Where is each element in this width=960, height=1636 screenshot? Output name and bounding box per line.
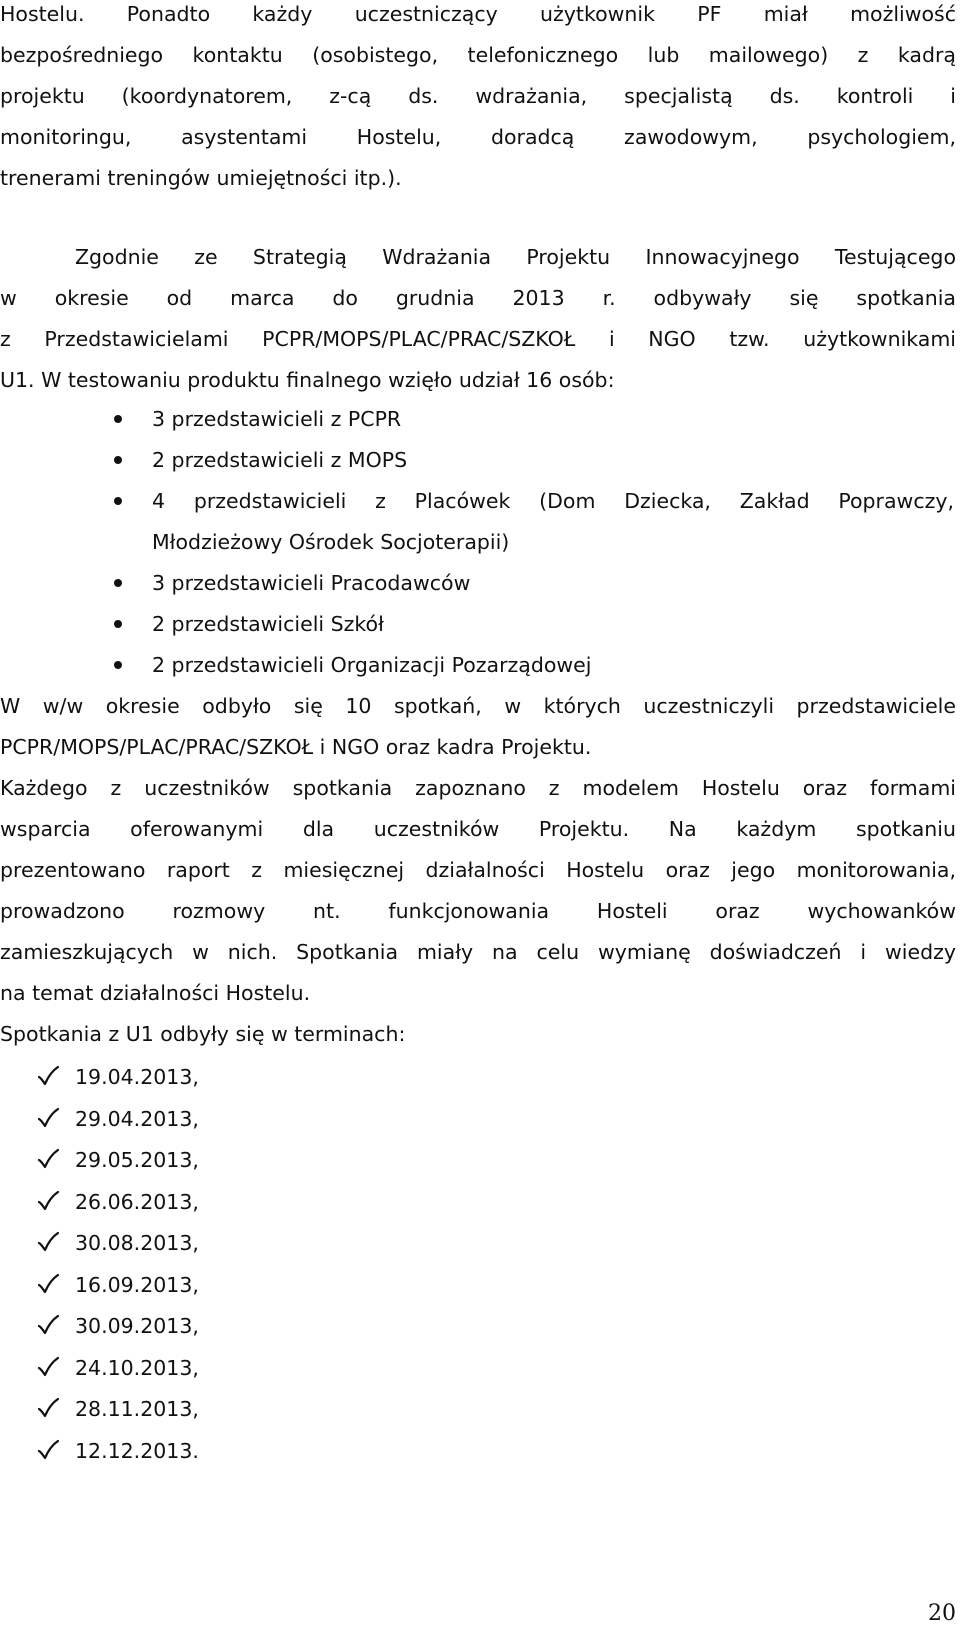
intro-line-5: trenerami treningów umiejętności itp.). [0,166,402,190]
meetings-line-8: na temat działalności Hostelu. [0,981,311,1005]
strategy-line-2: w okresie od marca do grudnia 2013 r. odbywały się spotkania [0,286,956,310]
meetings-line-3: Każdego z uczestników spotkania zapoznano z modelem Hostelu oraz formami [0,776,956,800]
meeting-date: 29.04.2013, [75,1107,199,1131]
bullet-dot [114,415,122,423]
meetings-line-4: wsparcia oferowanymi dla uczestników Projektu. Na każdym spotkaniu [0,817,956,841]
meeting-date: 19.04.2013, [75,1065,199,1089]
meeting-date: 30.08.2013, [75,1231,199,1255]
meetings-line-6: prowadzono rozmowy nt. funkcjonowania Hosteli oraz wychowanków [0,899,956,923]
participant-item: 2 przedstawicieli z MOPS [152,448,408,472]
meetings-line-7: zamieszkujących w nich. Spotkania miały na celu wymianę doświadczeń i wiedzy [0,940,956,964]
bullet-dot [114,497,122,505]
meeting-date: 28.11.2013, [75,1397,199,1421]
checkmark-icon [37,1356,59,1378]
intro-line-1: Hostelu. Ponadto każdy uczestniczący użytkownik PF miał możliwość [0,2,956,26]
participant-item: 4 przedstawicieli z Placówek (Dom Dziecka, Zakład Poprawczy, [152,489,954,513]
checkmark-icon [37,1107,59,1129]
checkmark-icon [37,1190,59,1212]
participant-item-continuation: Młodzieżowy Ośrodek Socjoterapii) [152,530,510,554]
checkmark-icon [37,1065,59,1087]
meetings-line-1: W w/w okresie odbyło się 10 spotkań, w których uczestniczyli przedstawiciele [0,694,956,718]
participant-item: 2 przedstawicieli Organizacji Pozarządowej [152,653,592,677]
bullet-dot [114,661,122,669]
page-number: 20 [928,1601,956,1626]
intro-line-4: monitoringu, asystentami Hostelu, doradcą zawodowym, psychologiem, [0,125,956,149]
meeting-date: 12.12.2013. [75,1439,199,1463]
strategy-line-1: Zgodnie ze Strategią Wdrażania Projektu Innowacyjnego Testującego [75,245,956,269]
checkmark-icon [37,1397,59,1419]
participant-item: 3 przedstawicieli z PCPR [152,407,402,431]
bullet-dot [114,620,122,628]
meeting-date: 16.09.2013, [75,1273,199,1297]
checkmark-icon [37,1314,59,1336]
checkmark-icon [37,1231,59,1253]
strategy-line-4: U1. W testowaniu produktu finalnego wzięło udział 16 osób: [0,368,615,392]
meeting-date: 30.09.2013, [75,1314,199,1338]
strategy-line-3: z Przedstawicielami PCPR/MOPS/PLAC/PRAC/SZKOŁ i NGO tzw. użytkownikami [0,327,956,351]
meetings-line-2: PCPR/MOPS/PLAC/PRAC/SZKOŁ i NGO oraz kadra Projektu. [0,735,592,759]
checkmark-icon [37,1273,59,1295]
meeting-date: 24.10.2013, [75,1356,199,1380]
meetings-line-5: prezentowano raport z miesięcznej działalności Hostelu oraz jego monitorowania, [0,858,956,882]
intro-line-2: bezpośredniego kontaktu (osobistego, telefonicznego lub mailowego) z kadrą [0,43,956,67]
meeting-date: 29.05.2013, [75,1148,199,1172]
participant-item: 2 przedstawicieli Szkół [152,612,384,636]
checkmark-icon [37,1148,59,1170]
meeting-date: 26.06.2013, [75,1190,199,1214]
checkmark-icon [37,1439,59,1461]
bullet-dot [114,456,122,464]
intro-line-3: projektu (koordynatorem, z-cą ds. wdrażania, specjalistą ds. kontroli i [0,84,956,108]
bullet-dot [114,579,122,587]
meetings-dates-heading: Spotkania z U1 odbyły się w terminach: [0,1022,406,1046]
participant-item: 3 przedstawicieli Pracodawców [152,571,471,595]
